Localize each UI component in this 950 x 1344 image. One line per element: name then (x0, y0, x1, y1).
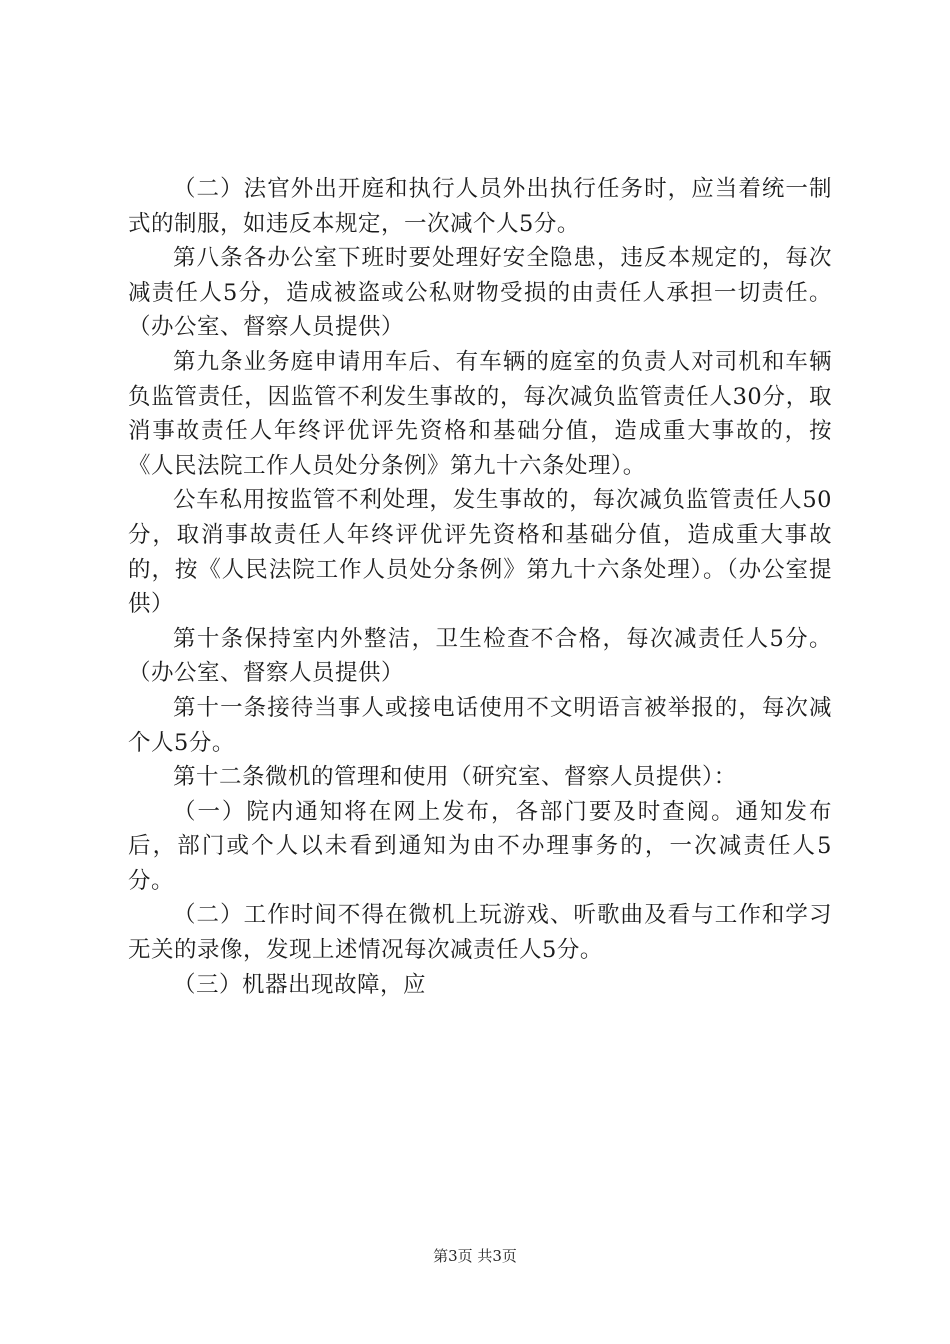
paragraph-article-12: 第十二条微机的管理和使用（研究室、督察人员提供）： (173, 764, 737, 791)
paragraph-article-10: 第十条保持室内外整洁，卫生检查不合格，每次减责任人5分。（办公室、督察人员提供） (128, 625, 832, 687)
document-body (128, 172, 832, 1002)
paragraph-private-vehicle-use: 公车私用按监管不利处理，发生事故的，每次减负监管责任人50分，取消事故责任人年终评优评先资格和基础分值，造成重大事故的，按《人民法院工作人员处分条例》第九十六条处理）。（办公室提供） (128, 487, 832, 618)
paragraph-2-uniform: （二）法官外出开庭和执行人员外出执行任务时，应当着统一制式的制服，如违反本规定，一次减个人5分。 (128, 176, 832, 237)
paragraph-article-11: 第十一条接待当事人或接电话使用不文明语言被举报的，每次减个人5分。 (128, 694, 832, 756)
paragraph-article-9: 第九条业务庭申请用车后、有车辆的庭室的负责人对司机和车辆负监管责任，因监管不利发生事故的，每次减负监管责任人30分，取消事故责任人年终评优评先资格和基础分值，造成重大事故的，按《人民法院工作人员处分条例》第九十六条处理）。 (128, 348, 832, 479)
paragraph-article-8: 第八条各办公室下班时要处理好安全隐患，违反本规定的，每次减责任人5分，造成被盗或公私财物受损的由责任人承担一切责任。（办公室、督察人员提供） (128, 245, 832, 341)
page-number-footer: 第3页 共3页 (433, 1247, 517, 1265)
paragraph-12-2-work-time: （二）工作时间不得在微机上玩游戏、听歌曲及看与工作和学习无关的录像，发现上述情况每次减责任人5分。 (128, 902, 832, 964)
paragraph-12-1-notices: （一）院内通知将在网上发布，各部门要及时查阅。通知发布后，部门或个人以未看到通知为由不办理事务的，一次减责任人5分。 (128, 798, 832, 894)
paragraph-12-3-machine-fault: （三）机器出现故障，应 (173, 971, 427, 998)
